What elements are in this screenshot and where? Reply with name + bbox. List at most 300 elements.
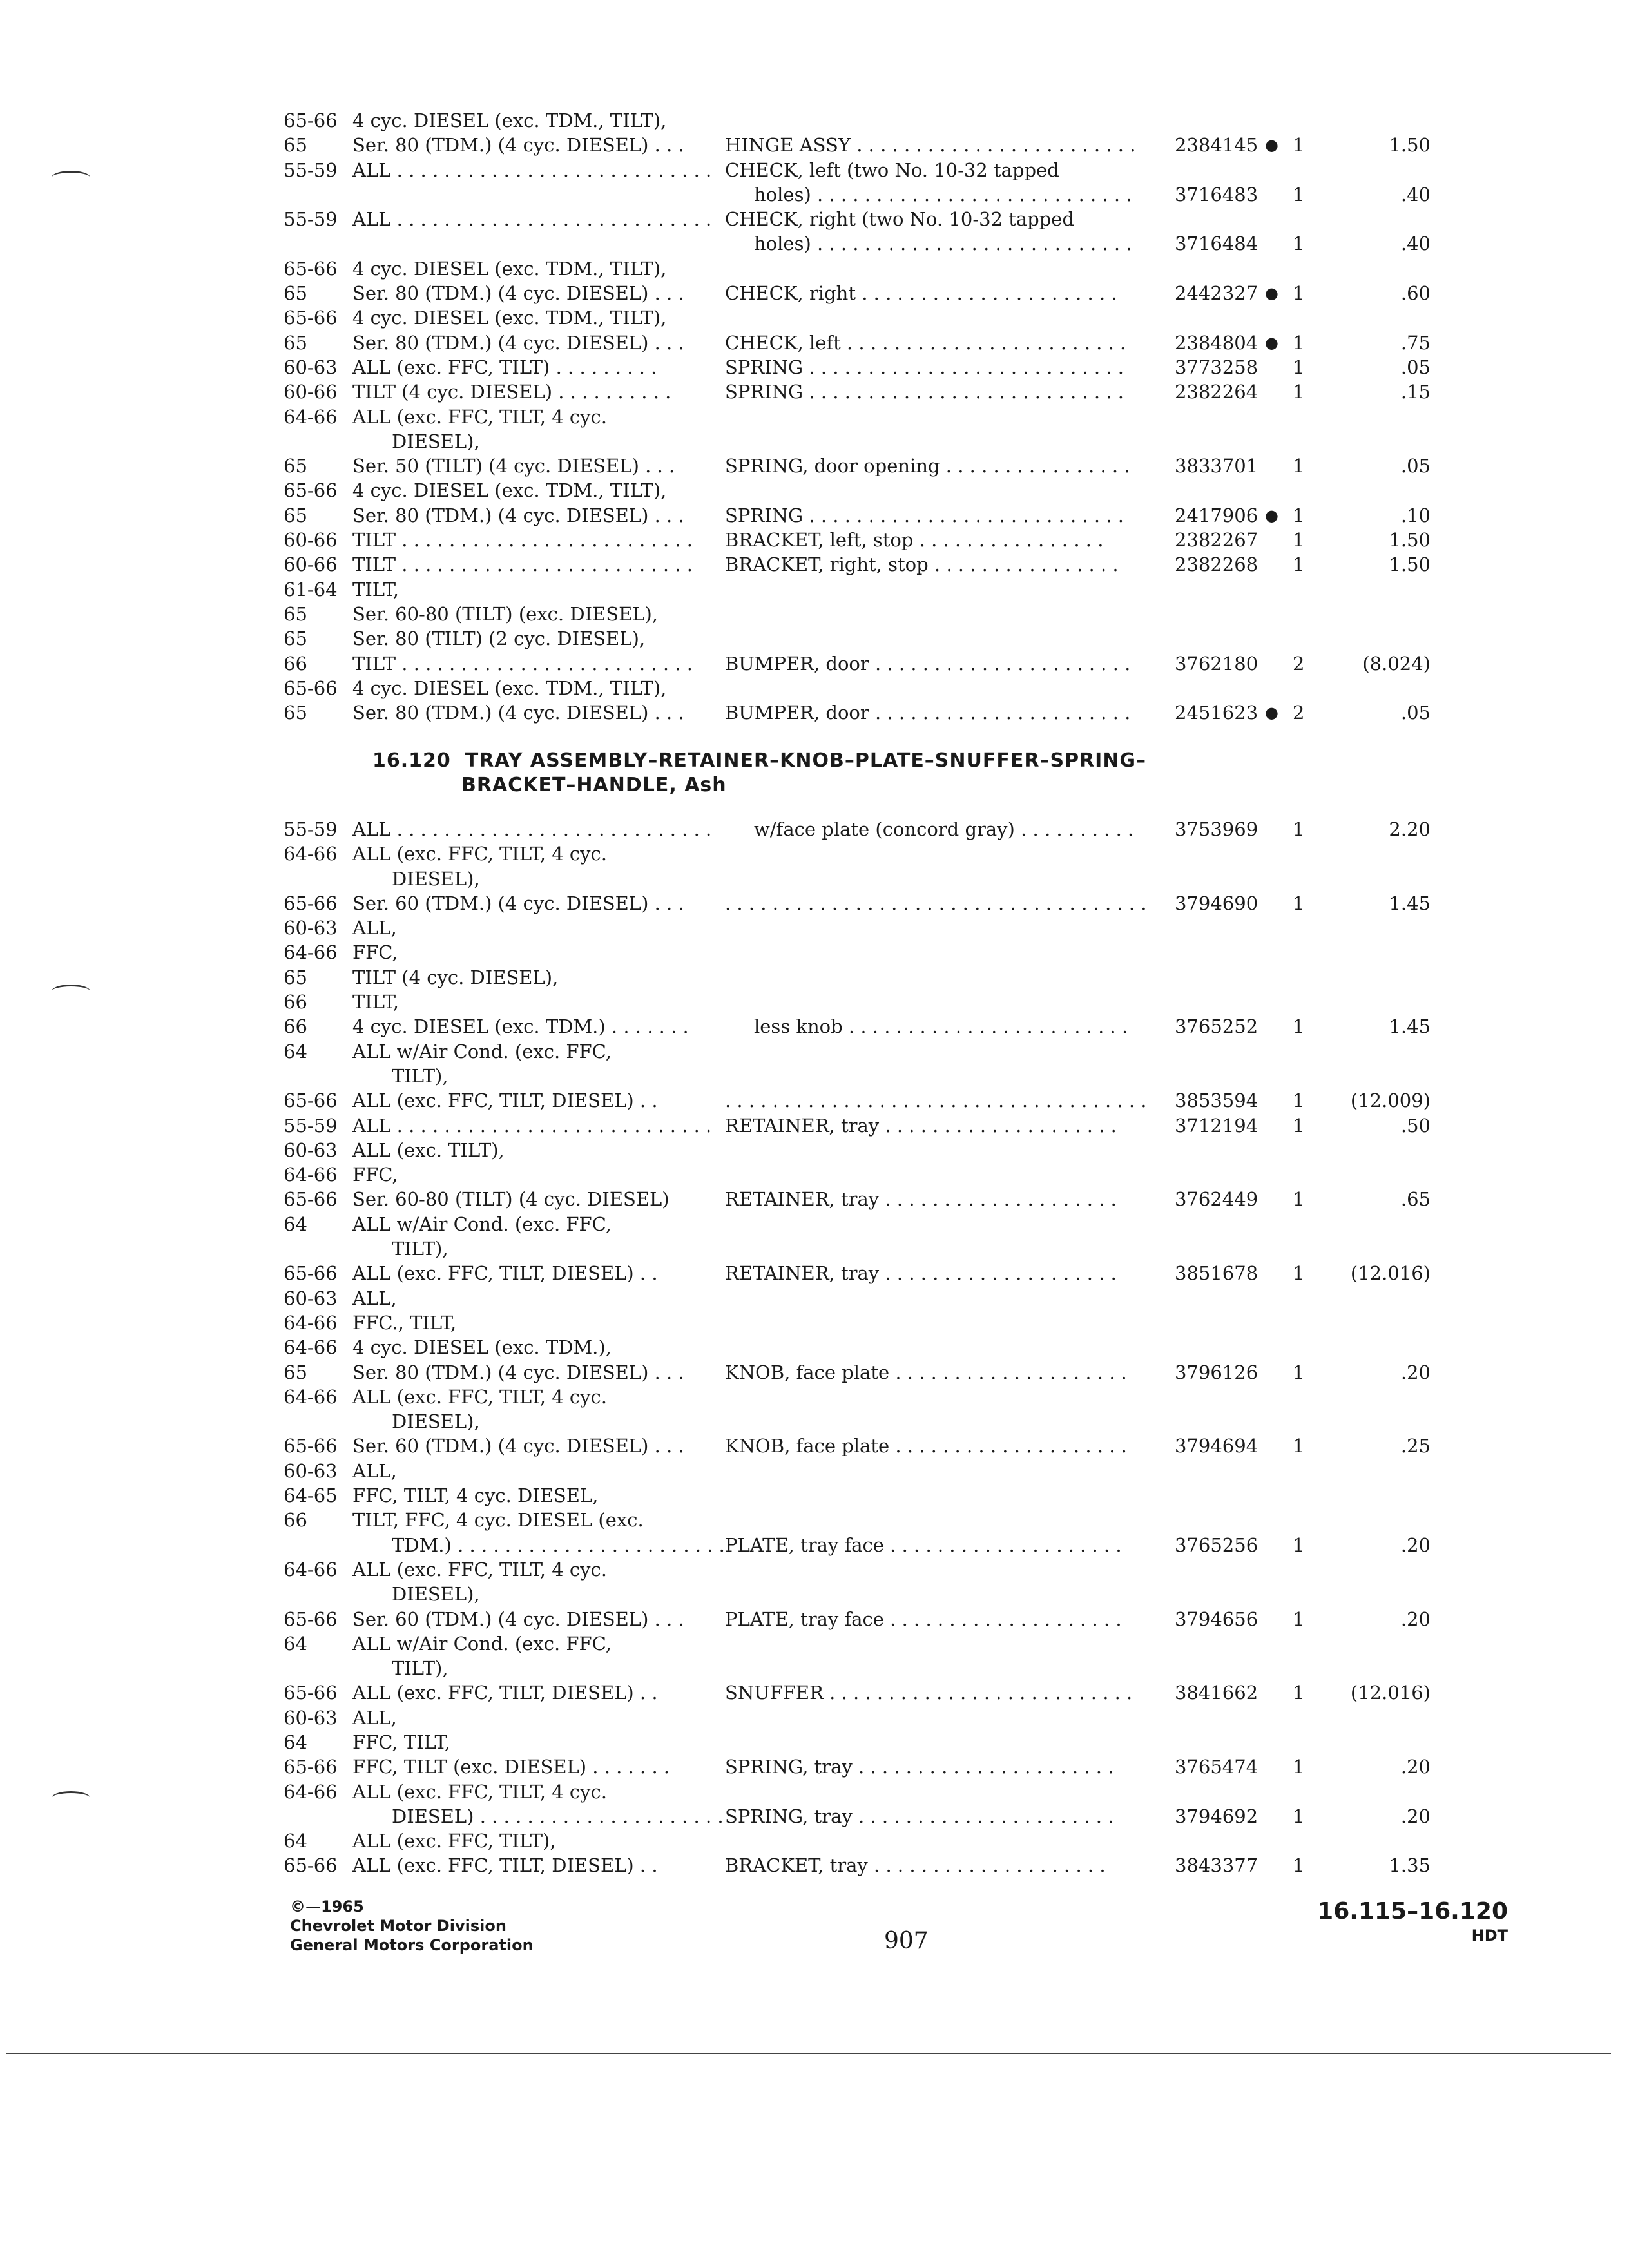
page-number: 907 bbox=[884, 1928, 929, 1954]
application-description: FFC, TILT, 4 cyc. DIESEL, bbox=[352, 1485, 599, 1507]
new-part-marker: ● bbox=[1265, 136, 1278, 155]
part-name: BUMPER, door . . . . . . . . . . . . . . . . . . . . . . bbox=[725, 702, 1131, 724]
model-year: 66 bbox=[284, 1509, 307, 1532]
quantity: 1 bbox=[1293, 134, 1305, 157]
table-row bbox=[284, 1730, 1431, 1754]
model-year: 64 bbox=[284, 1830, 307, 1852]
table-row bbox=[284, 891, 1431, 916]
application-description: TILT . . . . . . . . . . . . . . . . . . . . . . . . . bbox=[352, 652, 693, 675]
quantity: 1 bbox=[1293, 1805, 1305, 1827]
model-year: 64-66 bbox=[284, 843, 338, 865]
model-year: 65 bbox=[284, 282, 307, 305]
table-row bbox=[284, 429, 1431, 454]
table-row bbox=[284, 1706, 1431, 1730]
margin-mark bbox=[52, 1791, 90, 1805]
part-number: 3716484 bbox=[1175, 233, 1258, 255]
model-year: 64-66 bbox=[284, 1336, 338, 1359]
publisher-block bbox=[290, 1897, 534, 1955]
application-description: Ser. 80 (TDM.) (4 cyc. DIESEL) . . . bbox=[352, 282, 684, 305]
part-name: RETAINER, tray . . . . . . . . . . . . . . . . . . . . bbox=[725, 1188, 1117, 1211]
table-row bbox=[284, 577, 1431, 602]
part-name: HINGE ASSY . . . . . . . . . . . . . . . . . . . . . . . . bbox=[725, 134, 1136, 157]
table-row bbox=[284, 1360, 1431, 1385]
part-number: 2384804 bbox=[1175, 331, 1258, 354]
part-name: . . . . . . . . . . . . . . . . . . . . . . . . . . . . . . . . . . . . bbox=[725, 1090, 1147, 1112]
part-number: 3796126 bbox=[1175, 1361, 1258, 1383]
model-year: 60-63 bbox=[284, 1287, 338, 1309]
table-row bbox=[284, 1508, 1431, 1532]
table-row bbox=[284, 1754, 1431, 1779]
application-description: ALL (exc. FFC, TILT, 4 cyc. bbox=[352, 1558, 607, 1581]
application-description: ALL, bbox=[352, 917, 397, 939]
quantity: 1 bbox=[1293, 1756, 1305, 1778]
application-description: Ser. 80 (TDM.) (4 cyc. DIESEL) . . . bbox=[352, 331, 684, 354]
section-heading bbox=[372, 749, 1146, 798]
table-row bbox=[284, 478, 1431, 503]
catalog-code: HDT bbox=[1471, 1927, 1508, 1945]
table-row bbox=[284, 817, 1431, 841]
quantity: 1 bbox=[1293, 1682, 1305, 1704]
part-name: BRACKET, left, stop . . . . . . . . . . . . . . . . bbox=[725, 529, 1104, 552]
application-description: TILT (4 cyc. DIESEL), bbox=[352, 966, 559, 988]
table-row bbox=[284, 1780, 1431, 1804]
part-number: 3773258 bbox=[1175, 356, 1258, 378]
table-row bbox=[284, 380, 1431, 404]
table-row bbox=[284, 528, 1431, 552]
model-year: 65-66 bbox=[284, 307, 338, 329]
application-description: ALL (exc. FFC, TILT, 4 cyc. bbox=[352, 843, 607, 865]
table-row bbox=[284, 1557, 1431, 1582]
table-row bbox=[284, 1582, 1431, 1606]
application-description: TILT . . . . . . . . . . . . . . . . . . . . . . . . . bbox=[352, 553, 693, 576]
application-description: TILT, bbox=[352, 578, 399, 601]
application-description: FFC, TILT, bbox=[352, 1731, 450, 1753]
model-year: 65-66 bbox=[284, 1854, 338, 1877]
part-name: CHECK, left (two No. 10-32 tapped bbox=[725, 159, 1059, 181]
model-year: 65 bbox=[284, 702, 307, 724]
margin-mark bbox=[52, 171, 90, 184]
quantity: 1 bbox=[1293, 356, 1305, 378]
table-row bbox=[284, 1138, 1431, 1162]
part-number: 3833701 bbox=[1175, 455, 1258, 477]
model-year: 64-66 bbox=[284, 405, 338, 428]
model-year: 64-65 bbox=[284, 1485, 338, 1507]
model-year: 55-59 bbox=[284, 208, 338, 231]
model-year: 65 bbox=[284, 455, 307, 477]
new-part-marker: ● bbox=[1265, 284, 1278, 303]
table-row bbox=[284, 841, 1431, 866]
model-year: 66 bbox=[284, 991, 307, 1014]
group-range: 16.115–16.120 bbox=[1317, 1898, 1508, 1925]
table-row bbox=[284, 1656, 1431, 1680]
table-row bbox=[284, 1533, 1431, 1557]
table-row bbox=[284, 990, 1431, 1014]
parts-list-16-115 bbox=[284, 108, 1431, 725]
model-year: 66 bbox=[284, 1015, 307, 1038]
model-year: 64-66 bbox=[284, 1780, 338, 1803]
application-description: ALL (exc. TILT), bbox=[352, 1139, 505, 1161]
table-row bbox=[284, 1680, 1431, 1705]
table-row bbox=[284, 1853, 1431, 1878]
application-description: Ser. 80 (TDM.) (4 cyc. DIESEL) . . . bbox=[352, 1361, 684, 1383]
list-price: .05 bbox=[1400, 356, 1431, 378]
model-year: 65 bbox=[284, 504, 307, 526]
table-row bbox=[284, 1212, 1431, 1236]
quantity: 2 bbox=[1293, 652, 1305, 675]
part-number: 3712194 bbox=[1175, 1114, 1258, 1137]
model-year: 65-66 bbox=[284, 257, 338, 280]
part-number: 3794694 bbox=[1175, 1435, 1258, 1457]
model-year: 64-66 bbox=[284, 1164, 338, 1186]
application-description: Ser. 60 (TDM.) (4 cyc. DIESEL) . . . bbox=[352, 1435, 684, 1457]
model-year: 64-66 bbox=[284, 1385, 338, 1408]
table-row bbox=[284, 182, 1431, 207]
model-year: 61-64 bbox=[284, 578, 338, 601]
table-row bbox=[284, 207, 1431, 231]
application-description: ALL (exc. FFC, TILT, 4 cyc. bbox=[352, 1780, 607, 1803]
model-year: 60-66 bbox=[284, 529, 338, 552]
model-year: 60-63 bbox=[284, 1459, 338, 1482]
application-description: ALL (exc. FFC, TILT, DIESEL) . . bbox=[352, 1090, 658, 1112]
model-year: 64 bbox=[284, 1731, 307, 1753]
table-row bbox=[284, 1459, 1431, 1483]
application-description: DIESEL), bbox=[392, 430, 480, 452]
list-price: 1.50 bbox=[1389, 553, 1431, 576]
table-row bbox=[284, 108, 1431, 133]
list-price: 1.35 bbox=[1389, 1854, 1431, 1877]
table-row bbox=[284, 1335, 1431, 1360]
table-row bbox=[284, 1409, 1431, 1434]
list-price: .10 bbox=[1400, 504, 1431, 526]
application-description: Ser. 80 (TILT) (2 cyc. DIESEL), bbox=[352, 628, 646, 650]
part-name: BUMPER, door . . . . . . . . . . . . . . . . . . . . . . bbox=[725, 652, 1131, 675]
application-description: ALL (exc. FFC, TILT, DIESEL) . . bbox=[352, 1854, 658, 1877]
application-description: DIESEL), bbox=[392, 1410, 480, 1433]
table-row bbox=[284, 1311, 1431, 1335]
application-description: ALL w/Air Cond. (exc. FFC, bbox=[352, 1632, 612, 1655]
new-part-marker: ● bbox=[1265, 506, 1278, 524]
part-number: 3762449 bbox=[1175, 1188, 1258, 1211]
part-name: . . . . . . . . . . . . . . . . . . . . . . . . . . . . . . . . . . . . bbox=[725, 892, 1147, 914]
table-row bbox=[284, 158, 1431, 182]
bottom-rule bbox=[6, 2053, 1611, 2054]
table-row bbox=[284, 1064, 1431, 1088]
group-range-block bbox=[1315, 1897, 1508, 1945]
application-description: ALL . . . . . . . . . . . . . . . . . . . . . . . . . . . bbox=[352, 159, 712, 181]
table-row bbox=[284, 133, 1431, 157]
quantity: 1 bbox=[1293, 233, 1305, 255]
part-number: 2382264 bbox=[1175, 381, 1258, 403]
table-row bbox=[284, 1434, 1431, 1458]
quantity: 1 bbox=[1293, 1533, 1305, 1556]
model-year: 65 bbox=[284, 602, 307, 625]
list-price: .65 bbox=[1400, 1188, 1431, 1211]
list-price: 1.50 bbox=[1389, 529, 1431, 552]
list-price: .20 bbox=[1400, 1608, 1431, 1630]
model-year: 65-66 bbox=[284, 1756, 338, 1778]
application-description: ALL . . . . . . . . . . . . . . . . . . . . . . . . . . . bbox=[352, 208, 712, 231]
part-number: 3716483 bbox=[1175, 183, 1258, 206]
quantity: 1 bbox=[1293, 1854, 1305, 1877]
list-price: 1.50 bbox=[1389, 134, 1431, 157]
part-name: holes) . . . . . . . . . . . . . . . . . . . . . . . . . . . bbox=[754, 233, 1132, 255]
list-price: 1.45 bbox=[1389, 892, 1431, 914]
quantity: 1 bbox=[1293, 183, 1305, 206]
application-description: ALL (exc. FFC, TILT, 4 cyc. bbox=[352, 405, 607, 428]
application-description: TDM.) . . . . . . . . . . . . . . . . . . . . . . . bbox=[392, 1533, 725, 1556]
application-description: ALL . . . . . . . . . . . . . . . . . . . . . . . . . . . bbox=[352, 818, 712, 840]
list-price: (12.009) bbox=[1350, 1090, 1431, 1112]
table-row bbox=[284, 1483, 1431, 1508]
table-row bbox=[284, 405, 1431, 429]
table-row bbox=[284, 940, 1431, 965]
list-price: 2.20 bbox=[1389, 818, 1431, 840]
application-description: Ser. 60-80 (TILT) (4 cyc. DIESEL) bbox=[352, 1188, 670, 1211]
application-description: Ser. 80 (TDM.) (4 cyc. DIESEL) . . . bbox=[352, 134, 684, 157]
application-description: Ser. 50 (TILT) (4 cyc. DIESEL) . . . bbox=[352, 455, 675, 477]
list-price: .40 bbox=[1400, 183, 1431, 206]
table-row bbox=[284, 1162, 1431, 1187]
application-description: 4 cyc. DIESEL (exc. TDM.), bbox=[352, 1336, 612, 1359]
part-name: SPRING, tray . . . . . . . . . . . . . . . . . . . . . . bbox=[725, 1756, 1114, 1778]
application-description: ALL (exc. FFC, TILT) . . . . . . . . . bbox=[352, 356, 657, 378]
application-description: TILT . . . . . . . . . . . . . . . . . . . . . . . . . bbox=[352, 529, 693, 552]
table-row bbox=[284, 552, 1431, 577]
model-year: 65-66 bbox=[284, 892, 338, 914]
table-row bbox=[284, 1607, 1431, 1631]
quantity: 1 bbox=[1293, 455, 1305, 477]
table-row bbox=[284, 867, 1431, 891]
model-year: 65 bbox=[284, 1361, 307, 1383]
list-price: (8.024) bbox=[1362, 652, 1431, 675]
table-row bbox=[284, 503, 1431, 528]
model-year: 64-66 bbox=[284, 941, 338, 964]
application-description: ALL (exc. FFC, TILT, DIESEL) . . bbox=[352, 1262, 658, 1285]
application-description: FFC, bbox=[352, 1164, 398, 1186]
model-year: 60-63 bbox=[284, 1139, 338, 1161]
part-name: RETAINER, tray . . . . . . . . . . . . . . . . . . . . bbox=[725, 1262, 1117, 1285]
table-row bbox=[284, 1236, 1431, 1261]
application-description: 4 cyc. DIESEL (exc. TDM., TILT), bbox=[352, 307, 667, 329]
quantity: 1 bbox=[1293, 892, 1305, 914]
part-number: 3851678 bbox=[1175, 1262, 1258, 1285]
quantity: 1 bbox=[1293, 282, 1305, 305]
model-year: 64 bbox=[284, 1040, 307, 1062]
model-year: 65-66 bbox=[284, 1262, 338, 1285]
table-row bbox=[284, 916, 1431, 940]
model-year: 60-63 bbox=[284, 1706, 338, 1729]
list-price: .40 bbox=[1400, 233, 1431, 255]
application-description: TILT, bbox=[352, 991, 399, 1014]
list-price: .50 bbox=[1400, 1114, 1431, 1137]
table-row bbox=[284, 626, 1431, 651]
part-number: 2382268 bbox=[1175, 553, 1258, 576]
quantity: 1 bbox=[1293, 818, 1305, 840]
copyright: ©—1965 bbox=[290, 1898, 364, 1916]
model-year: 64-66 bbox=[284, 1311, 338, 1334]
application-description: DIESEL), bbox=[392, 867, 480, 890]
part-name: CHECK, left . . . . . . . . . . . . . . . . . . . . . . . . bbox=[725, 331, 1126, 354]
application-description: Ser. 60 (TDM.) (4 cyc. DIESEL) . . . bbox=[352, 1608, 684, 1630]
application-description: TILT), bbox=[392, 1238, 448, 1260]
application-description: DIESEL), bbox=[392, 1583, 480, 1606]
application-description: Ser. 60-80 (TILT) (exc. DIESEL), bbox=[352, 602, 659, 625]
quantity: 1 bbox=[1293, 381, 1305, 403]
model-year: 65-66 bbox=[284, 1435, 338, 1457]
list-price: .05 bbox=[1400, 702, 1431, 724]
table-row bbox=[284, 651, 1431, 676]
application-description: DIESEL) . . . . . . . . . . . . . . . . . . . . . bbox=[392, 1805, 724, 1827]
list-price: .20 bbox=[1400, 1805, 1431, 1827]
model-year: 65 bbox=[284, 628, 307, 650]
part-name: BRACKET, right, stop . . . . . . . . . . . . . . . . bbox=[725, 553, 1119, 576]
model-year: 55-59 bbox=[284, 159, 338, 181]
model-year: 65-66 bbox=[284, 479, 338, 502]
list-price: .15 bbox=[1400, 381, 1431, 403]
table-row bbox=[284, 1039, 1431, 1064]
part-name: SNUFFER . . . . . . . . . . . . . . . . . . . . . . . . . . bbox=[725, 1682, 1133, 1704]
list-price: .20 bbox=[1400, 1756, 1431, 1778]
model-year: 55-59 bbox=[284, 818, 338, 840]
part-number: 3765252 bbox=[1175, 1015, 1258, 1038]
list-price: (12.016) bbox=[1350, 1682, 1431, 1704]
part-number: 2384145 bbox=[1175, 134, 1258, 157]
part-number: 3843377 bbox=[1175, 1854, 1258, 1877]
quantity: 1 bbox=[1293, 1015, 1305, 1038]
part-name: w/face plate (concord gray) . . . . . . . . . . bbox=[754, 818, 1134, 840]
table-row bbox=[284, 1385, 1431, 1409]
application-description: FFC, TILT (exc. DIESEL) . . . . . . . bbox=[352, 1756, 670, 1778]
part-name: CHECK, right . . . . . . . . . . . . . . . . . . . . . . bbox=[725, 282, 1117, 305]
part-number: 3765256 bbox=[1175, 1533, 1258, 1556]
list-price: .75 bbox=[1400, 331, 1431, 354]
application-description: ALL (exc. FFC, TILT, DIESEL) . . bbox=[352, 1682, 658, 1704]
part-name: SPRING, tray . . . . . . . . . . . . . . . . . . . . . . bbox=[725, 1805, 1114, 1827]
part-name: PLATE, tray face . . . . . . . . . . . . . . . . . . . . bbox=[725, 1608, 1122, 1630]
model-year: 65-66 bbox=[284, 1682, 338, 1704]
table-row bbox=[284, 256, 1431, 281]
application-description: FFC., TILT, bbox=[352, 1311, 457, 1334]
model-year: 65 bbox=[284, 134, 307, 157]
application-description: ALL (exc. FFC, TILT), bbox=[352, 1830, 556, 1852]
part-number: 3794656 bbox=[1175, 1608, 1258, 1630]
part-number: 2382267 bbox=[1175, 529, 1258, 552]
model-year: 64 bbox=[284, 1632, 307, 1655]
application-description: 4 cyc. DIESEL (exc. TDM.) . . . . . . . bbox=[352, 1015, 689, 1038]
application-description: ALL, bbox=[352, 1706, 397, 1729]
part-number: 3794692 bbox=[1175, 1805, 1258, 1827]
list-price: 1.45 bbox=[1389, 1015, 1431, 1038]
application-description: ALL . . . . . . . . . . . . . . . . . . . . . . . . . . . bbox=[352, 1114, 712, 1137]
model-year: 65-66 bbox=[284, 1608, 338, 1630]
section-number: 16.120 bbox=[372, 749, 451, 772]
list-price: .25 bbox=[1400, 1435, 1431, 1457]
part-name: SPRING . . . . . . . . . . . . . . . . . . . . . . . . . . . bbox=[725, 356, 1124, 378]
table-row bbox=[284, 305, 1431, 330]
quantity: 1 bbox=[1293, 1608, 1305, 1630]
table-row bbox=[284, 1829, 1431, 1853]
quantity: 1 bbox=[1293, 1188, 1305, 1211]
table-row bbox=[284, 1631, 1431, 1656]
model-year: 65 bbox=[284, 966, 307, 988]
list-price: .20 bbox=[1400, 1533, 1431, 1556]
section-title-line-1: TRAY ASSEMBLY–RETAINER–KNOB–PLATE–SNUFFER–SPRING– bbox=[465, 749, 1147, 772]
application-description: ALL, bbox=[352, 1459, 397, 1482]
application-description: TILT), bbox=[392, 1657, 448, 1680]
part-number: 3841662 bbox=[1175, 1682, 1258, 1704]
application-description: TILT, FFC, 4 cyc. DIESEL (exc. bbox=[352, 1509, 644, 1532]
application-description: Ser. 80 (TDM.) (4 cyc. DIESEL) . . . bbox=[352, 702, 684, 724]
part-name: SPRING . . . . . . . . . . . . . . . . . . . . . . . . . . . bbox=[725, 381, 1124, 403]
division-name: Chevrolet Motor Division bbox=[290, 1917, 506, 1935]
table-row bbox=[284, 1187, 1431, 1211]
model-year: 60-66 bbox=[284, 553, 338, 576]
application-description: 4 cyc. DIESEL (exc. TDM., TILT), bbox=[352, 479, 667, 502]
model-year: 60-66 bbox=[284, 381, 338, 403]
quantity: 1 bbox=[1293, 1361, 1305, 1383]
table-row bbox=[284, 331, 1431, 355]
table-row bbox=[284, 355, 1431, 380]
table-row bbox=[284, 965, 1431, 990]
model-year: 60-63 bbox=[284, 917, 338, 939]
part-name: BRACKET, tray . . . . . . . . . . . . . . . . . . . . bbox=[725, 1854, 1106, 1877]
list-price: .20 bbox=[1400, 1361, 1431, 1383]
table-row bbox=[284, 1113, 1431, 1138]
table-row bbox=[284, 454, 1431, 478]
part-name: SPRING . . . . . . . . . . . . . . . . . . . . . . . . . . . bbox=[725, 504, 1124, 526]
table-row bbox=[284, 1286, 1431, 1311]
application-description: ALL, bbox=[352, 1287, 397, 1309]
part-number: 2417906 bbox=[1175, 504, 1258, 526]
part-number: 3794690 bbox=[1175, 892, 1258, 914]
model-year: 64-66 bbox=[284, 1558, 338, 1581]
quantity: 1 bbox=[1293, 529, 1305, 552]
table-row bbox=[284, 1014, 1431, 1039]
quantity: 1 bbox=[1293, 1262, 1305, 1285]
table-row bbox=[284, 676, 1431, 700]
list-price: (12.016) bbox=[1350, 1262, 1431, 1285]
application-description: 4 cyc. DIESEL (exc. TDM., TILT), bbox=[352, 677, 667, 699]
application-description: TILT (4 cyc. DIESEL) . . . . . . . . . . bbox=[352, 381, 671, 403]
model-year: 55-59 bbox=[284, 1114, 338, 1137]
margin-mark bbox=[52, 985, 90, 998]
table-row bbox=[284, 1804, 1431, 1829]
list-price: .05 bbox=[1400, 455, 1431, 477]
quantity: 1 bbox=[1293, 331, 1305, 354]
application-description: Ser. 80 (TDM.) (4 cyc. DIESEL) . . . bbox=[352, 504, 684, 526]
model-year: 65-66 bbox=[284, 677, 338, 699]
part-number: 2442327 bbox=[1175, 282, 1258, 305]
quantity: 1 bbox=[1293, 1114, 1305, 1137]
new-part-marker: ● bbox=[1265, 333, 1278, 352]
quantity: 1 bbox=[1293, 1090, 1305, 1112]
part-number: 3753969 bbox=[1175, 818, 1258, 840]
quantity: 1 bbox=[1293, 553, 1305, 576]
part-name: RETAINER, tray . . . . . . . . . . . . . . . . . . . . bbox=[725, 1114, 1117, 1137]
part-name: SPRING, door opening . . . . . . . . . . . . . . . . bbox=[725, 455, 1130, 477]
part-number: 3762180 bbox=[1175, 652, 1258, 675]
part-number: 2451623 bbox=[1175, 702, 1258, 724]
list-price: .60 bbox=[1400, 282, 1431, 305]
part-name: PLATE, tray face . . . . . . . . . . . . . . . . . . . . bbox=[725, 1533, 1122, 1556]
application-description: TILT), bbox=[392, 1064, 448, 1087]
part-name: less knob . . . . . . . . . . . . . . . . . . . . . . . . bbox=[754, 1015, 1128, 1038]
part-number: 3853594 bbox=[1175, 1090, 1258, 1112]
quantity: 1 bbox=[1293, 504, 1305, 526]
model-year: 65-66 bbox=[284, 110, 338, 131]
table-row bbox=[284, 281, 1431, 305]
application-description: Ser. 60 (TDM.) (4 cyc. DIESEL) . . . bbox=[352, 892, 684, 914]
